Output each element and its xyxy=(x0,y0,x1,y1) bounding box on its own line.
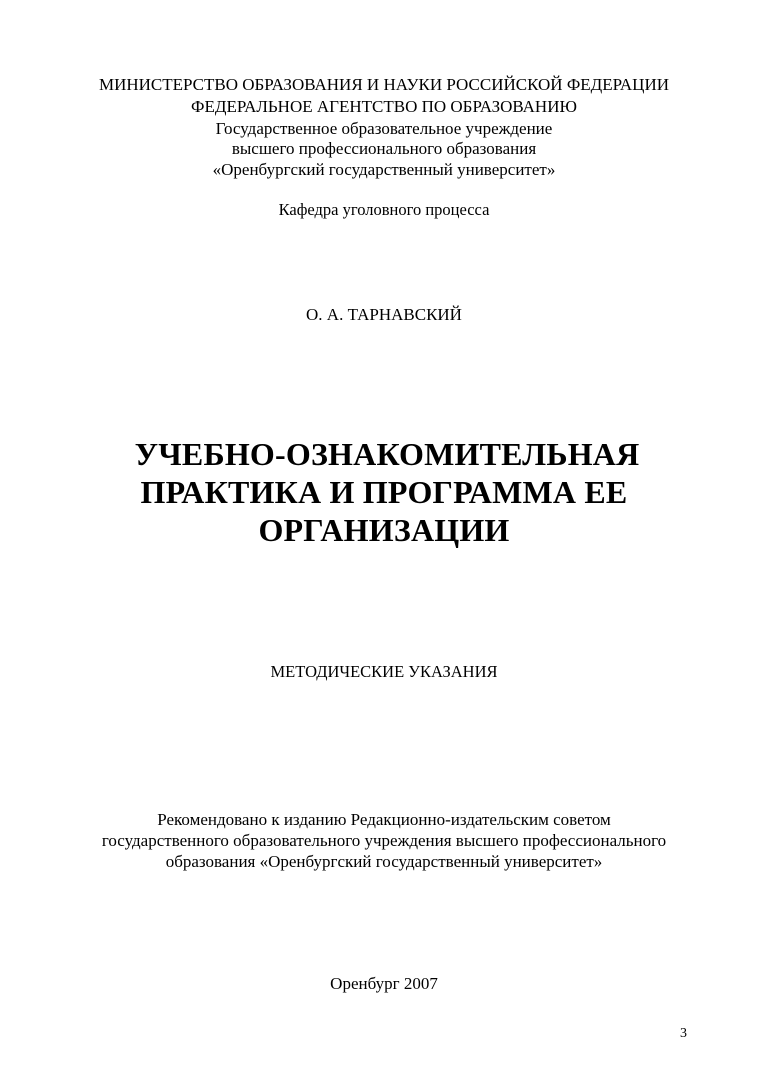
recommendation-line-1: Рекомендовано к изданию Редакционно-издательским советом xyxy=(157,810,611,829)
agency-line: ФЕДЕРАЛЬНОЕ АГЕНТСТВО ПО ОБРАЗОВАНИЮ xyxy=(191,97,577,116)
recommendation-line-2: государственного образовательного учреждения высшего профессионального xyxy=(101,831,667,850)
institution-type-line: Государственное образовательное учреждение xyxy=(215,119,553,138)
university-name-line: «Оренбургский государственный университет» xyxy=(212,160,556,179)
title-line-3: ОРГАНИЗАЦИИ xyxy=(258,512,510,548)
page-number: 3 xyxy=(680,1026,687,1041)
title-line-1: УЧЕБНО-ОЗНАКОМИТЕЛЬНАЯ xyxy=(134,436,640,472)
recommendation-line-3: образования «Оренбургский государственный университет» xyxy=(165,852,603,871)
title-line-2: ПРАКТИКА И ПРОГРАММА ЕЕ xyxy=(140,474,628,510)
education-level-line: высшего профессионального образования xyxy=(231,139,537,158)
author-name: О. А. ТАРНАВСКИЙ xyxy=(306,305,462,324)
department-line: Кафедра уголовного процесса xyxy=(278,200,490,219)
document-type: МЕТОДИЧЕСКИЕ УКАЗАНИЯ xyxy=(270,662,498,681)
ministry-line: МИНИСТЕРСТВО ОБРАЗОВАНИЯ И НАУКИ РОССИЙСКОЙ ФЕДЕРАЦИИ xyxy=(98,75,670,94)
city-year: Оренбург 2007 xyxy=(330,974,438,993)
